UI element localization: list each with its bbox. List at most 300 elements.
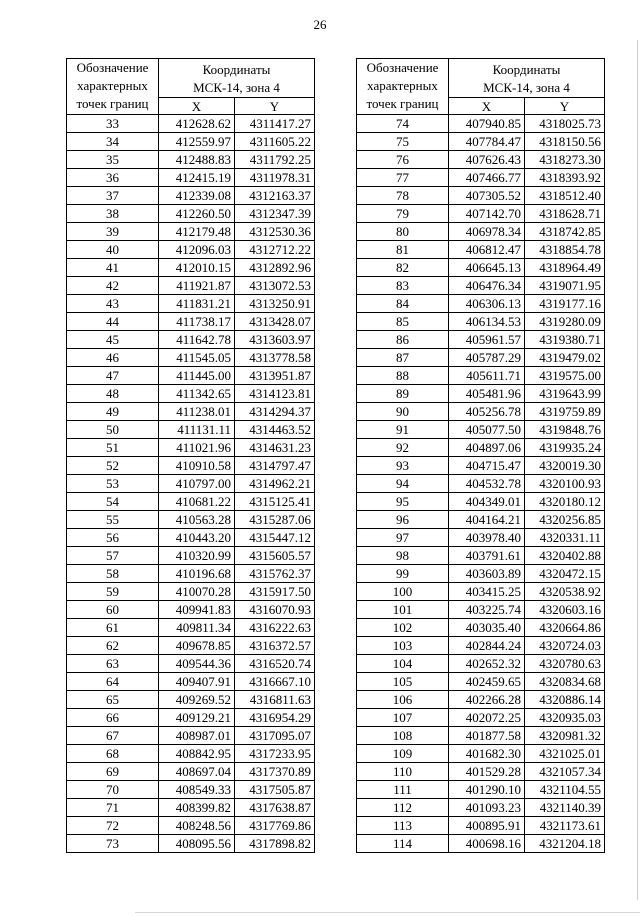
point-number-cell: 96 bbox=[357, 511, 449, 529]
designation-header-line: характерных bbox=[77, 78, 148, 93]
x-coordinate-cell: 404715.47 bbox=[449, 457, 525, 475]
table-row bbox=[357, 259, 605, 277]
y-coordinate-cell: 4320538.92 bbox=[525, 583, 605, 601]
x-coordinate-cell: 403791.61 bbox=[449, 547, 525, 565]
x-coordinate-cell: 409811.34 bbox=[159, 619, 235, 637]
point-number-cell: 110 bbox=[357, 763, 449, 781]
x-coordinate-cell: 412010.15 bbox=[159, 259, 235, 277]
point-number-cell: 113 bbox=[357, 817, 449, 835]
table-row bbox=[357, 205, 605, 223]
point-number-cell: 92 bbox=[357, 439, 449, 457]
point-number-cell: 42 bbox=[67, 277, 159, 295]
y-coordinate-cell: 4313951.87 bbox=[235, 367, 315, 385]
x-coordinate-cell: 400698.16 bbox=[449, 835, 525, 853]
x-coordinate-cell: 408549.33 bbox=[159, 781, 235, 799]
point-number-cell: 54 bbox=[67, 493, 159, 511]
x-coordinate-cell: 409544.36 bbox=[159, 655, 235, 673]
x-coordinate-cell: 403978.40 bbox=[449, 529, 525, 547]
table-row bbox=[67, 637, 315, 655]
point-number-cell: 104 bbox=[357, 655, 449, 673]
point-number-cell: 94 bbox=[357, 475, 449, 493]
point-number-cell: 52 bbox=[67, 457, 159, 475]
x-coordinate-cell: 405787.29 bbox=[449, 349, 525, 367]
coordinates-table-left bbox=[66, 58, 315, 853]
table-row bbox=[67, 277, 315, 295]
y-coordinate-cell: 4315447.12 bbox=[235, 529, 315, 547]
y-coordinate-cell: 4320180.12 bbox=[525, 493, 605, 511]
table-row bbox=[67, 529, 315, 547]
x-coordinate-cell: 402072.25 bbox=[449, 709, 525, 727]
y-coordinate-cell: 4320331.11 bbox=[525, 529, 605, 547]
table-row bbox=[357, 547, 605, 565]
point-number-cell: 114 bbox=[357, 835, 449, 853]
y-coordinate-cell: 4321057.34 bbox=[525, 763, 605, 781]
table-row bbox=[357, 709, 605, 727]
x-coordinate-cell: 404897.06 bbox=[449, 439, 525, 457]
y-coordinate-cell: 4316070.93 bbox=[235, 601, 315, 619]
table-row bbox=[357, 637, 605, 655]
x-coordinate-cell: 411921.87 bbox=[159, 277, 235, 295]
table-row bbox=[357, 439, 605, 457]
y-coordinate-cell: 4315762.37 bbox=[235, 565, 315, 583]
x-coordinate-cell: 412260.50 bbox=[159, 205, 235, 223]
point-number-cell: 37 bbox=[67, 187, 159, 205]
x-coordinate-cell: 405481.96 bbox=[449, 385, 525, 403]
table-row bbox=[67, 385, 315, 403]
x-coordinate-cell: 404532.78 bbox=[449, 475, 525, 493]
y-coordinate-cell: 4320724.03 bbox=[525, 637, 605, 655]
table-row bbox=[67, 151, 315, 169]
point-number-cell: 78 bbox=[357, 187, 449, 205]
y-coordinate-cell: 4320886.14 bbox=[525, 691, 605, 709]
x-coordinate-cell: 401290.10 bbox=[449, 781, 525, 799]
table-row bbox=[67, 745, 315, 763]
table-row bbox=[357, 763, 605, 781]
y-coordinate-cell: 4314123.81 bbox=[235, 385, 315, 403]
table-row bbox=[67, 259, 315, 277]
y-coordinate-cell: 4320472.15 bbox=[525, 565, 605, 583]
y-coordinate-cell: 4319643.99 bbox=[525, 385, 605, 403]
x-coordinate-cell: 406306.13 bbox=[449, 295, 525, 313]
coordinates-header-line: МСК-14, зона 4 bbox=[193, 80, 280, 95]
y-coordinate-cell: 4314797.47 bbox=[235, 457, 315, 475]
point-number-cell: 107 bbox=[357, 709, 449, 727]
x-column-header: X bbox=[449, 98, 525, 115]
page-number: 26 bbox=[313, 17, 327, 32]
table-row bbox=[67, 223, 315, 241]
y-coordinate-cell: 4317095.07 bbox=[235, 727, 315, 745]
x-coordinate-cell: 411831.21 bbox=[159, 295, 235, 313]
point-number-cell: 101 bbox=[357, 601, 449, 619]
x-coordinate-cell: 411738.17 bbox=[159, 313, 235, 331]
point-number-cell: 75 bbox=[357, 133, 449, 151]
table-row bbox=[357, 349, 605, 367]
x-coordinate-cell: 408399.82 bbox=[159, 799, 235, 817]
x-coordinate-cell: 412628.62 bbox=[159, 115, 235, 133]
x-coordinate-cell: 409678.85 bbox=[159, 637, 235, 655]
table-row bbox=[67, 709, 315, 727]
point-number-cell: 60 bbox=[67, 601, 159, 619]
y-coordinate-cell: 4311605.22 bbox=[235, 133, 315, 151]
x-coordinate-cell: 407940.85 bbox=[449, 115, 525, 133]
point-number-cell: 90 bbox=[357, 403, 449, 421]
table-row bbox=[67, 187, 315, 205]
x-coordinate-cell: 405961.57 bbox=[449, 331, 525, 349]
table-row bbox=[357, 619, 605, 637]
x-coordinate-cell: 406645.13 bbox=[449, 259, 525, 277]
x-coordinate-cell: 411642.78 bbox=[159, 331, 235, 349]
y-coordinate-cell: 4317898.82 bbox=[235, 835, 315, 853]
table-row bbox=[67, 169, 315, 187]
x-coordinate-cell: 408987.01 bbox=[159, 727, 235, 745]
y-coordinate-cell: 4317769.86 bbox=[235, 817, 315, 835]
designation-header-line: характерных bbox=[367, 78, 438, 93]
x-coordinate-cell: 411342.65 bbox=[159, 385, 235, 403]
table-row bbox=[67, 493, 315, 511]
point-number-cell: 112 bbox=[357, 799, 449, 817]
point-number-cell: 100 bbox=[357, 583, 449, 601]
point-number-cell: 50 bbox=[67, 421, 159, 439]
table-row bbox=[67, 655, 315, 673]
point-number-cell: 59 bbox=[67, 583, 159, 601]
x-column-header: X bbox=[159, 98, 235, 115]
point-number-cell: 63 bbox=[67, 655, 159, 673]
x-coordinate-cell: 401682.30 bbox=[449, 745, 525, 763]
point-number-cell: 66 bbox=[67, 709, 159, 727]
point-number-cell: 89 bbox=[357, 385, 449, 403]
x-coordinate-cell: 410563.28 bbox=[159, 511, 235, 529]
designation-header bbox=[67, 59, 159, 115]
table-row bbox=[357, 529, 605, 547]
y-column-header: Y bbox=[525, 98, 605, 115]
point-number-cell: 70 bbox=[67, 781, 159, 799]
x-coordinate-cell: 410910.58 bbox=[159, 457, 235, 475]
table-row bbox=[357, 115, 605, 133]
x-coordinate-cell: 407305.52 bbox=[449, 187, 525, 205]
y-coordinate-cell: 4318742.85 bbox=[525, 223, 605, 241]
point-number-cell: 33 bbox=[67, 115, 159, 133]
x-coordinate-cell: 405256.78 bbox=[449, 403, 525, 421]
x-coordinate-cell: 403415.25 bbox=[449, 583, 525, 601]
x-coordinate-cell: 411238.01 bbox=[159, 403, 235, 421]
y-coordinate-cell: 4319071.95 bbox=[525, 277, 605, 295]
point-number-cell: 51 bbox=[67, 439, 159, 457]
y-coordinate-cell: 4315287.06 bbox=[235, 511, 315, 529]
table-row bbox=[67, 349, 315, 367]
coordinates-table-right bbox=[356, 58, 605, 853]
point-number-cell: 45 bbox=[67, 331, 159, 349]
x-coordinate-cell: 408697.04 bbox=[159, 763, 235, 781]
y-coordinate-cell: 4316811.63 bbox=[235, 691, 315, 709]
point-number-cell: 88 bbox=[357, 367, 449, 385]
y-coordinate-cell: 4318273.30 bbox=[525, 151, 605, 169]
table-row bbox=[357, 745, 605, 763]
y-coordinate-cell: 4315605.57 bbox=[235, 547, 315, 565]
point-number-cell: 65 bbox=[67, 691, 159, 709]
table-row bbox=[357, 601, 605, 619]
table-row bbox=[67, 421, 315, 439]
point-number-cell: 73 bbox=[67, 835, 159, 853]
y-coordinate-cell: 4320981.32 bbox=[525, 727, 605, 745]
scan-bottom-line bbox=[135, 912, 640, 913]
x-coordinate-cell: 410320.99 bbox=[159, 547, 235, 565]
point-number-cell: 36 bbox=[67, 169, 159, 187]
x-coordinate-cell: 409941.83 bbox=[159, 601, 235, 619]
point-number-cell: 49 bbox=[67, 403, 159, 421]
table-row bbox=[67, 781, 315, 799]
coordinates-header-line: Координаты bbox=[202, 62, 271, 77]
table-row bbox=[67, 763, 315, 781]
y-coordinate-cell: 4316667.10 bbox=[235, 673, 315, 691]
table-row bbox=[357, 295, 605, 313]
x-coordinate-cell: 411131.11 bbox=[159, 421, 235, 439]
y-coordinate-cell: 4312892.96 bbox=[235, 259, 315, 277]
x-coordinate-cell: 410070.28 bbox=[159, 583, 235, 601]
table-row bbox=[67, 475, 315, 493]
point-number-cell: 74 bbox=[357, 115, 449, 133]
table-row bbox=[357, 457, 605, 475]
y-coordinate-cell: 4319280.09 bbox=[525, 313, 605, 331]
y-coordinate-cell: 4318628.71 bbox=[525, 205, 605, 223]
y-column-header: Y bbox=[235, 98, 315, 115]
x-coordinate-cell: 408842.95 bbox=[159, 745, 235, 763]
table-row bbox=[67, 313, 315, 331]
point-number-cell: 39 bbox=[67, 223, 159, 241]
point-number-cell: 40 bbox=[67, 241, 159, 259]
point-number-cell: 61 bbox=[67, 619, 159, 637]
point-number-cell: 111 bbox=[357, 781, 449, 799]
point-number-cell: 41 bbox=[67, 259, 159, 277]
point-number-cell: 85 bbox=[357, 313, 449, 331]
x-coordinate-cell: 412559.97 bbox=[159, 133, 235, 151]
y-coordinate-cell: 4311792.25 bbox=[235, 151, 315, 169]
point-number-cell: 69 bbox=[67, 763, 159, 781]
point-number-cell: 56 bbox=[67, 529, 159, 547]
x-coordinate-cell: 404349.01 bbox=[449, 493, 525, 511]
table-row bbox=[357, 403, 605, 421]
x-coordinate-cell: 409407.91 bbox=[159, 673, 235, 691]
y-coordinate-cell: 4318512.40 bbox=[525, 187, 605, 205]
y-coordinate-cell: 4317370.89 bbox=[235, 763, 315, 781]
x-coordinate-cell: 404164.21 bbox=[449, 511, 525, 529]
table-row bbox=[67, 835, 315, 853]
y-coordinate-cell: 4315125.41 bbox=[235, 493, 315, 511]
point-number-cell: 82 bbox=[357, 259, 449, 277]
table-row bbox=[357, 313, 605, 331]
x-coordinate-cell: 410797.00 bbox=[159, 475, 235, 493]
y-coordinate-cell: 4321025.01 bbox=[525, 745, 605, 763]
x-coordinate-cell: 411445.00 bbox=[159, 367, 235, 385]
x-coordinate-cell: 407466.77 bbox=[449, 169, 525, 187]
table-row bbox=[67, 601, 315, 619]
x-coordinate-cell: 411021.96 bbox=[159, 439, 235, 457]
x-coordinate-cell: 412415.19 bbox=[159, 169, 235, 187]
x-coordinate-cell: 411545.05 bbox=[159, 349, 235, 367]
y-coordinate-cell: 4317638.87 bbox=[235, 799, 315, 817]
table-row bbox=[357, 691, 605, 709]
x-coordinate-cell: 410443.20 bbox=[159, 529, 235, 547]
table-row bbox=[67, 799, 315, 817]
point-number-cell: 57 bbox=[67, 547, 159, 565]
y-coordinate-cell: 4320019.30 bbox=[525, 457, 605, 475]
x-coordinate-cell: 412179.48 bbox=[159, 223, 235, 241]
table-row bbox=[67, 583, 315, 601]
y-coordinate-cell: 4320402.88 bbox=[525, 547, 605, 565]
x-coordinate-cell: 401093.23 bbox=[449, 799, 525, 817]
point-number-cell: 79 bbox=[357, 205, 449, 223]
x-coordinate-cell: 407626.43 bbox=[449, 151, 525, 169]
designation-header bbox=[357, 59, 449, 115]
y-coordinate-cell: 4312347.39 bbox=[235, 205, 315, 223]
point-number-cell: 97 bbox=[357, 529, 449, 547]
y-coordinate-cell: 4314294.37 bbox=[235, 403, 315, 421]
point-number-cell: 91 bbox=[357, 421, 449, 439]
point-number-cell: 103 bbox=[357, 637, 449, 655]
table-row bbox=[357, 169, 605, 187]
y-coordinate-cell: 4320780.63 bbox=[525, 655, 605, 673]
x-coordinate-cell: 403603.89 bbox=[449, 565, 525, 583]
point-number-cell: 83 bbox=[357, 277, 449, 295]
table-row bbox=[357, 277, 605, 295]
point-number-cell: 99 bbox=[357, 565, 449, 583]
x-coordinate-cell: 406812.47 bbox=[449, 241, 525, 259]
table-row bbox=[357, 133, 605, 151]
table-row bbox=[357, 241, 605, 259]
point-number-cell: 81 bbox=[357, 241, 449, 259]
x-coordinate-cell: 400895.91 bbox=[449, 817, 525, 835]
y-coordinate-cell: 4313778.58 bbox=[235, 349, 315, 367]
point-number-cell: 93 bbox=[357, 457, 449, 475]
y-coordinate-cell: 4313250.91 bbox=[235, 295, 315, 313]
y-coordinate-cell: 4316222.63 bbox=[235, 619, 315, 637]
coordinates-header-line: МСК-14, зона 4 bbox=[483, 80, 570, 95]
table-row bbox=[357, 187, 605, 205]
y-coordinate-cell: 4320935.03 bbox=[525, 709, 605, 727]
x-coordinate-cell: 405077.50 bbox=[449, 421, 525, 439]
point-number-cell: 53 bbox=[67, 475, 159, 493]
y-coordinate-cell: 4319380.71 bbox=[525, 331, 605, 349]
y-coordinate-cell: 4319935.24 bbox=[525, 439, 605, 457]
table-row bbox=[357, 367, 605, 385]
table-row bbox=[67, 727, 315, 745]
point-number-cell: 102 bbox=[357, 619, 449, 637]
table-row bbox=[357, 223, 605, 241]
point-number-cell: 68 bbox=[67, 745, 159, 763]
table-row bbox=[357, 817, 605, 835]
y-coordinate-cell: 4313603.97 bbox=[235, 331, 315, 349]
point-number-cell: 106 bbox=[357, 691, 449, 709]
point-number-cell: 43 bbox=[67, 295, 159, 313]
y-coordinate-cell: 4320834.68 bbox=[525, 673, 605, 691]
table-row bbox=[67, 691, 315, 709]
y-coordinate-cell: 4311417.27 bbox=[235, 115, 315, 133]
y-coordinate-cell: 4314631.23 bbox=[235, 439, 315, 457]
x-coordinate-cell: 401529.28 bbox=[449, 763, 525, 781]
x-coordinate-cell: 405611.71 bbox=[449, 367, 525, 385]
table-row bbox=[357, 655, 605, 673]
table-row bbox=[357, 835, 605, 853]
table-row bbox=[67, 511, 315, 529]
x-coordinate-cell: 409129.21 bbox=[159, 709, 235, 727]
point-number-cell: 77 bbox=[357, 169, 449, 187]
designation-header-line: Обозначение bbox=[366, 60, 439, 75]
table-row bbox=[357, 583, 605, 601]
point-number-cell: 80 bbox=[357, 223, 449, 241]
table-row bbox=[67, 817, 315, 835]
table-row bbox=[67, 457, 315, 475]
table-row bbox=[67, 133, 315, 151]
x-coordinate-cell: 412339.08 bbox=[159, 187, 235, 205]
y-coordinate-cell: 4319759.89 bbox=[525, 403, 605, 421]
y-coordinate-cell: 4311978.31 bbox=[235, 169, 315, 187]
point-number-cell: 76 bbox=[357, 151, 449, 169]
x-coordinate-cell: 402266.28 bbox=[449, 691, 525, 709]
table-row bbox=[357, 799, 605, 817]
point-number-cell: 64 bbox=[67, 673, 159, 691]
y-coordinate-cell: 4319177.16 bbox=[525, 295, 605, 313]
x-coordinate-cell: 408095.56 bbox=[159, 835, 235, 853]
y-coordinate-cell: 4320100.93 bbox=[525, 475, 605, 493]
y-coordinate-cell: 4318025.73 bbox=[525, 115, 605, 133]
y-coordinate-cell: 4318854.78 bbox=[525, 241, 605, 259]
scan-edge-line bbox=[637, 40, 638, 900]
table-row bbox=[67, 565, 315, 583]
x-coordinate-cell: 408248.56 bbox=[159, 817, 235, 835]
y-coordinate-cell: 4314463.52 bbox=[235, 421, 315, 439]
coordinates-header bbox=[449, 59, 605, 98]
y-coordinate-cell: 4319575.00 bbox=[525, 367, 605, 385]
table-row bbox=[357, 385, 605, 403]
y-coordinate-cell: 4314962.21 bbox=[235, 475, 315, 493]
y-coordinate-cell: 4320664.86 bbox=[525, 619, 605, 637]
x-coordinate-cell: 403035.40 bbox=[449, 619, 525, 637]
table-row bbox=[357, 727, 605, 745]
point-number-cell: 67 bbox=[67, 727, 159, 745]
table-row bbox=[67, 295, 315, 313]
y-coordinate-cell: 4319479.02 bbox=[525, 349, 605, 367]
point-number-cell: 47 bbox=[67, 367, 159, 385]
table-row bbox=[67, 115, 315, 133]
y-coordinate-cell: 4321204.18 bbox=[525, 835, 605, 853]
x-coordinate-cell: 402459.65 bbox=[449, 673, 525, 691]
point-number-cell: 86 bbox=[357, 331, 449, 349]
table-row bbox=[67, 619, 315, 637]
y-coordinate-cell: 4318150.56 bbox=[525, 133, 605, 151]
y-coordinate-cell: 4321104.55 bbox=[525, 781, 605, 799]
table-row bbox=[357, 151, 605, 169]
coordinates-header bbox=[159, 59, 315, 98]
table-row bbox=[67, 331, 315, 349]
x-coordinate-cell: 407784.47 bbox=[449, 133, 525, 151]
table-row bbox=[67, 205, 315, 223]
table-row bbox=[67, 367, 315, 385]
point-number-cell: 58 bbox=[67, 565, 159, 583]
point-number-cell: 71 bbox=[67, 799, 159, 817]
point-number-cell: 95 bbox=[357, 493, 449, 511]
y-coordinate-cell: 4315917.50 bbox=[235, 583, 315, 601]
x-coordinate-cell: 403225.74 bbox=[449, 601, 525, 619]
point-number-cell: 98 bbox=[357, 547, 449, 565]
x-coordinate-cell: 406476.34 bbox=[449, 277, 525, 295]
point-number-cell: 35 bbox=[67, 151, 159, 169]
y-coordinate-cell: 4321140.39 bbox=[525, 799, 605, 817]
table-row bbox=[67, 241, 315, 259]
y-coordinate-cell: 4318393.92 bbox=[525, 169, 605, 187]
x-coordinate-cell: 406978.34 bbox=[449, 223, 525, 241]
point-number-cell: 109 bbox=[357, 745, 449, 763]
coordinates-header-line: Координаты bbox=[492, 62, 561, 77]
designation-header-line: точек границ bbox=[76, 96, 149, 111]
